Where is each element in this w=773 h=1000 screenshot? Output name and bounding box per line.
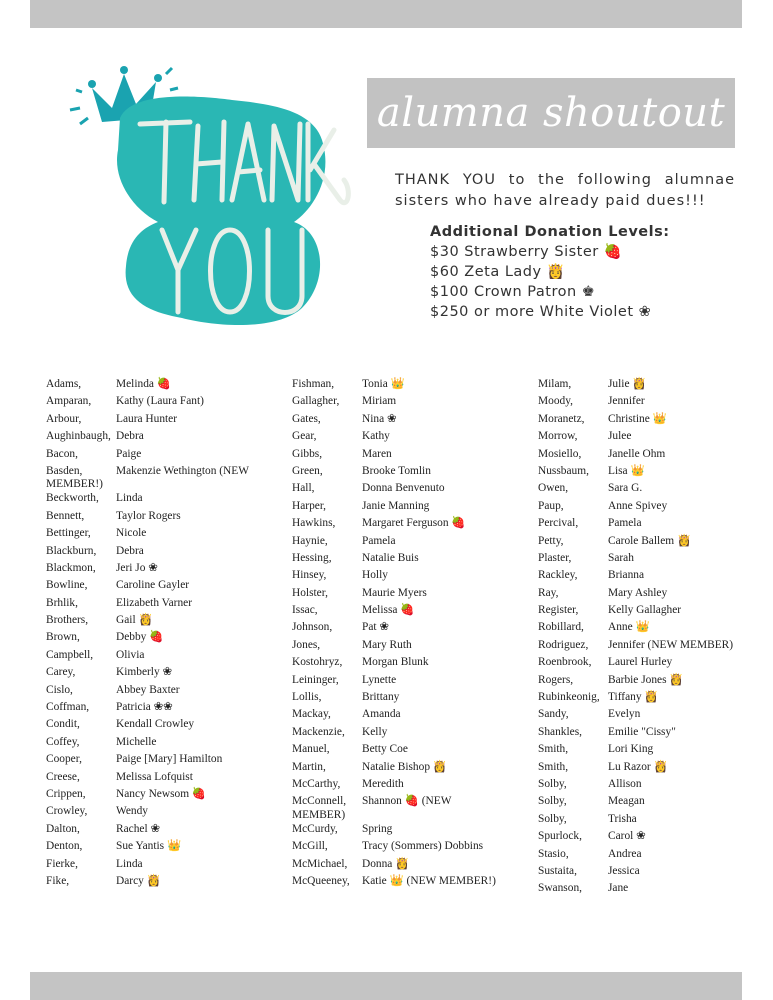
last-name: Bennett, [46,509,85,522]
first-name: Morgan Blunk [362,656,429,669]
name-row [538,848,768,865]
first-name: Spring [362,822,393,835]
first-name: Emilie "Cissy" [608,725,676,738]
name-row [538,882,768,899]
name-row [292,430,522,447]
last-name: McCarthy, [292,777,341,790]
last-name: Beckworth, [46,492,99,505]
thank-you-logo [62,60,362,330]
last-name: Morrow, [538,430,578,443]
first-name: Pamela [608,517,642,530]
first-name: Maren [362,447,392,460]
name-row [46,701,276,718]
name-row [46,823,276,840]
first-name: Holly [362,569,388,582]
first-name: Sue Yantis 👑 [116,840,182,853]
first-name: Taylor Rogers [116,509,181,522]
name-row [46,718,276,735]
name-row [292,621,522,638]
name-row [538,552,768,569]
first-name: Miriam [362,395,397,408]
name-row [538,569,768,586]
first-name: Paige [116,447,142,460]
last-name: Carey, [46,666,76,679]
name-row [46,858,276,875]
last-name: Gibbs, [292,447,323,460]
name-row [46,649,276,666]
last-name: Milam, [538,378,572,390]
last-name: Swanson, [538,882,582,895]
last-name: Green, [292,464,323,477]
name-row [292,743,522,760]
name-row [46,510,276,527]
donation-level: $100 Crown Patron ♚ [430,284,596,300]
first-name: Gail 👸 [116,614,153,627]
last-name: Johnson, [292,621,333,634]
bottom-decor-bar [30,972,742,1000]
name-row [292,500,522,517]
donation-level: $250 or more White Violet ❀ [430,304,652,320]
last-name: Bettinger, [46,527,91,540]
last-name: Ray, [538,586,559,599]
first-name: Christine 👑 [608,412,667,425]
last-name: Brown, [46,631,80,644]
first-name: Barbie Jones 👸 [608,673,684,686]
last-name: McCurdy, [292,822,338,835]
last-name: Smith, [538,743,569,756]
name-row [46,631,276,648]
name-row [538,761,768,778]
last-name: Coffman, [46,701,90,714]
first-name: Anne 👑 [608,621,650,634]
first-name: Carole Ballem 👸 [608,534,692,547]
last-name: Brhlik, [46,596,78,609]
last-name: McQueeney, [292,874,350,887]
intro-line-1: THANK YOU to the following alumnae [395,172,735,188]
first-name: Brittany [362,691,400,704]
name-row [46,597,276,614]
last-name: Sustaita, [538,864,577,877]
last-name: Fishman, [292,378,335,390]
intro-line-2: sisters who have already paid dues!!! [395,193,706,209]
name-row [538,795,768,812]
first-name: Kathy (Laura Fant) [116,395,204,408]
last-name: Paup, [538,499,564,512]
name-row [46,840,276,857]
name-row [292,639,522,656]
last-name: Nussbaum, [538,464,589,477]
donation-level: $30 Strawberry Sister 🍓 [430,244,623,260]
first-name: Jeri Jo ❀ [116,561,158,574]
first-name: Katie 👑 (NEW MEMBER!) [362,874,496,887]
first-name: Janelle Ohm [608,447,666,460]
first-name: Brianna [608,569,645,582]
last-name: Hawkins, [292,517,336,530]
first-name: Nicole [116,527,147,540]
last-name: Martin, [292,760,326,773]
name-row [46,478,276,492]
name-row [292,691,522,708]
last-name: Rogers, [538,673,574,686]
first-name: Donna Benvenuto [362,482,445,495]
shoutout-banner [367,78,735,148]
last-name: Rodriguez, [538,638,589,651]
last-name: Hessing, [292,551,332,564]
first-name: Brooke Tomlin [362,464,431,477]
last-name: Spurlock, [538,830,582,843]
names-column-2 [292,378,522,892]
banner-title: alumna shoutout [376,90,726,136]
last-name: Coffey, [46,735,80,748]
last-name: Stasio, [538,847,569,860]
first-name: Kimberly ❀ [116,666,173,679]
name-row [292,465,522,482]
name-row [538,708,768,725]
name-row [46,684,276,701]
last-name: Brothers, [46,614,89,627]
last-name: Petty, [538,534,564,547]
names-column-3 [538,378,768,900]
name-row [292,535,522,552]
first-name: Patricia ❀❀ [116,701,173,714]
name-row [292,809,522,823]
first-name: Lori King [608,743,654,756]
last-name: Gallagher, [292,395,340,408]
name-row [538,639,768,656]
last-name: Bowline, [46,579,88,592]
name-row [46,614,276,631]
first-name: Lynette [362,673,397,686]
last-name: Lollis, [292,691,322,704]
name-row [46,805,276,822]
first-name: Natalie Buis [362,551,419,564]
first-name: Andrea [608,847,642,860]
last-name: Moody, [538,395,574,408]
first-name: Laura Hunter [116,412,178,425]
name-row [292,726,522,743]
last-name: Fierke, [46,857,78,870]
first-name: Melissa 🍓 [362,604,415,617]
last-name: Percival, [538,517,579,530]
last-name: Hall, [292,482,315,495]
last-name: Rubinkeonig, [538,691,600,704]
first-name: Carol ❀ [608,830,646,843]
last-name: Rackley, [538,569,578,582]
first-name: Elizabeth Varner [116,596,193,609]
intro-text [395,170,735,212]
last-name: Crowley, [46,805,88,818]
first-name: Anne Spivey [608,499,668,512]
name-row [46,527,276,544]
first-name: Pat ❀ [362,621,389,634]
first-name: Mary Ruth [362,638,412,651]
last-name: Harper, [292,499,327,512]
name-row [538,482,768,499]
first-name: Betty Coe [362,743,408,756]
name-row [292,840,522,857]
name-row [292,395,522,412]
name-row [46,753,276,770]
first-name: Nancy Newsom 🍓 [116,787,207,800]
donation-level: $60 Zeta Lady 👸 [430,264,566,280]
first-name: Margaret Ferguson 🍓 [362,517,466,530]
name-row [538,378,768,395]
name-row [292,482,522,499]
last-name: Fike, [46,874,70,887]
logo-background [117,97,325,326]
first-name: Debra [116,430,144,443]
first-name: Laurel Hurley [608,656,673,669]
last-name: MEMBER!) [46,478,103,491]
name-row [538,517,768,534]
last-name: Condit, [46,718,80,731]
first-name: Tiffany 👸 [608,691,659,704]
name-row [538,500,768,517]
first-name: Natalie Bishop 👸 [362,760,448,773]
last-name: Issac, [292,604,318,617]
name-row [46,562,276,579]
last-name: Holster, [292,586,328,599]
name-row [46,666,276,683]
last-name: Aughinbaugh, [46,430,111,443]
first-name: Trisha [608,812,637,825]
name-row [46,875,276,892]
last-name: Blackburn, [46,544,97,557]
last-name: Sandy, [538,708,569,721]
last-name: Owen, [538,482,569,495]
first-name: Michelle [116,735,157,748]
last-name: Plaster, [538,551,572,564]
first-name: Debra [116,544,144,557]
first-name: Rachel ❀ [116,822,161,835]
first-name: Kathy [362,430,390,443]
last-name: Solby, [538,795,567,808]
name-row [292,823,522,840]
last-name: Solby, [538,777,567,790]
last-name: MEMBER) [292,808,346,821]
last-name: McGill, [292,840,328,853]
last-name: Leininger, [292,673,339,686]
name-row [538,865,768,882]
first-name: Abbey Baxter [116,683,180,696]
name-row [538,448,768,465]
last-name: Mosiello, [538,447,582,460]
last-name: Solby, [538,812,567,825]
first-name: Mary Ashley [608,586,668,599]
name-row [292,587,522,604]
last-name: Cooper, [46,753,82,766]
last-name: Denton, [46,840,83,853]
name-row [46,395,276,412]
name-row [292,761,522,778]
name-row [292,378,522,395]
first-name: Jessica [608,864,640,877]
first-name: Linda [116,492,143,505]
name-row [538,691,768,708]
name-row [292,517,522,534]
last-name: Haynie, [292,534,328,547]
last-name: Register, [538,604,579,617]
last-name: Jones, [292,638,321,651]
last-name: Adams, [46,378,82,390]
name-row [538,587,768,604]
name-row [538,604,768,621]
name-row [538,413,768,430]
name-row [292,875,522,892]
last-name: Basden, [46,464,83,477]
first-name: Shannon 🍓 (NEW [362,795,452,808]
first-name: Janie Manning [362,499,430,512]
first-name: Allison [608,777,642,790]
name-row [538,674,768,691]
last-name: Robillard, [538,621,584,634]
last-name: Smith, [538,760,569,773]
first-name: Kendall Crowley [116,718,195,731]
last-name: Shankles, [538,725,582,738]
first-name: Caroline Gayler [116,579,190,592]
first-name: Julee [608,430,632,443]
last-name: Dalton, [46,822,80,835]
name-row [46,579,276,596]
last-name: Bacon, [46,447,78,460]
name-row [46,545,276,562]
last-name: Blackmon, [46,561,96,574]
first-name: Pamela [362,534,396,547]
last-name: Manuel, [292,743,330,756]
name-row [538,621,768,638]
last-name: Mackay, [292,708,331,721]
name-row [538,778,768,795]
name-row [46,448,276,465]
name-row [46,736,276,753]
first-name: Darcy 👸 [116,874,161,887]
last-name: McConnell, [292,795,347,808]
top-decor-bar [30,0,742,28]
first-name: Lisa 👑 [608,464,645,477]
first-name: Tonia 👑 [362,378,405,390]
first-name: Kelly [362,725,388,738]
first-name: Kelly Gallagher [608,604,682,617]
name-row [538,535,768,552]
donation-levels [430,222,670,322]
last-name: Cislo, [46,683,73,696]
first-name: Meredith [362,777,404,790]
name-row [46,378,276,395]
last-name: Kostohryz, [292,656,343,669]
last-name: Arbour, [46,412,82,425]
first-name: Jennifer (NEW MEMBER) [608,638,734,651]
name-row [538,726,768,743]
first-name: Linda [116,857,143,870]
name-row [292,552,522,569]
last-name: Gear, [292,430,317,443]
first-name: Wendy [116,805,148,818]
first-name: Julie 👸 [608,378,647,390]
first-name: Maurie Myers [362,586,427,599]
first-name: Meagan [608,795,645,808]
name-row [538,830,768,847]
name-row [46,788,276,805]
name-row [46,492,276,509]
name-row [538,813,768,830]
last-name: Amparan, [46,395,92,408]
name-row [292,656,522,673]
name-row [292,674,522,691]
first-name: Debby 🍓 [116,631,164,644]
name-row [46,771,276,788]
last-name: Gates, [292,412,321,425]
first-name: Jane [608,882,629,895]
first-name: Sara G. [608,482,643,495]
first-name: Melinda 🍓 [116,378,171,390]
first-name: Tracy (Sommers) Dobbins [362,840,484,853]
first-name: Evelyn [608,708,641,721]
last-name: McMichael, [292,857,348,870]
last-name: Roenbrook, [538,656,592,669]
name-row [292,413,522,430]
first-name: Melissa Lofquist [116,770,193,783]
name-row [292,858,522,875]
name-row [292,604,522,621]
first-name: Olivia [116,648,145,661]
last-name: Hinsey, [292,569,327,582]
name-row [538,395,768,412]
first-name: Lu Razor 👸 [608,760,668,773]
first-name: Paige [Mary] Hamilton [116,753,223,766]
name-row [292,778,522,795]
last-name: Campbell, [46,648,94,661]
name-row [46,413,276,430]
name-row [292,569,522,586]
first-name: Jennifer [608,395,645,408]
last-name: Moranetz, [538,412,585,425]
donation-heading: Additional Donation Levels: [430,224,670,240]
first-name: Amanda [362,708,401,721]
last-name: Crippen, [46,787,86,800]
first-name: Makenzie Wethington (NEW [116,464,249,477]
name-row [46,430,276,447]
last-name: Mackenzie, [292,725,345,738]
name-row [292,448,522,465]
last-name: Creese, [46,770,80,783]
name-row [538,430,768,447]
names-column-1 [46,378,276,892]
first-name: Donna 👸 [362,857,410,870]
first-name: Nina ❀ [362,412,397,425]
name-row [538,656,768,673]
name-row [538,465,768,482]
name-row [538,743,768,760]
name-row [292,708,522,725]
first-name: Sarah [608,551,634,564]
